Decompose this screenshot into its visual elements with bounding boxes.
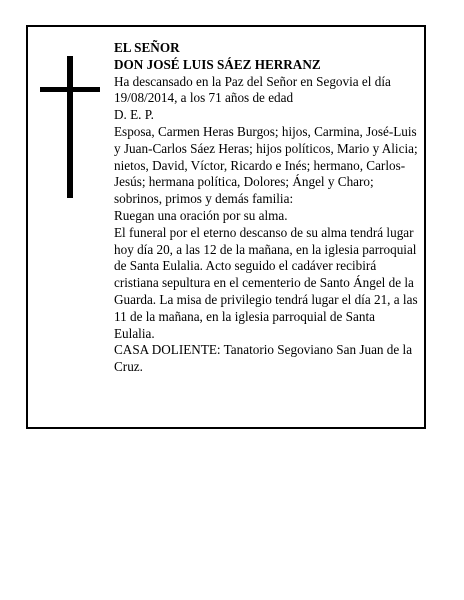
cross-icon: [40, 56, 102, 198]
funeral-details: El funeral por el eterno descanso de su alma tendrá lugar hoy día 20, a las 12 de la mañana, en la iglesia parroquial de Santa Eulalia. Acto seguido el cadáver recibirá cristiana sepultura en el cementerio de Santo Ángel de la Guarda. La misa de privilegio tendrá lugar el día 21, a las 11 de la mañana, en la iglesia parroquial de Santa Eulalia.: [114, 224, 418, 341]
rip-line: D. E. P.: [114, 107, 154, 123]
cross-vertical-bar: [67, 56, 73, 198]
family-list: Esposa, Carmen Heras Burgos; hijos, Carmina, José-Luis y Juan-Carlos Sáez Heras; hijos políticos, Mario y Alicia; nietos, David, Víctor, Ricardo e Inés; hermano, Carlos-Jesús; hermana política, Dolores; Ángel y Charo; sobrinos, primos y demás familia:: [114, 123, 418, 207]
cross-horizontal-bar: [40, 87, 100, 92]
death-statement: Ha descansado en la Paz del Señor en Segovia el día 19/08/2014, a los 71 años de edad: [114, 73, 391, 106]
deceased-name: DON JOSÉ LUIS SÁEZ HERRANZ: [114, 56, 321, 72]
prayer-request: Ruegan una oración por su alma.: [114, 207, 288, 223]
notice-heading: EL SEÑOR: [114, 40, 180, 55]
mourning-house: CASA DOLIENTE: Tanatorio Segoviano San Juan de la Cruz.: [114, 342, 413, 375]
notice-text-block: [114, 40, 418, 376]
obituary-notice: [26, 25, 426, 429]
